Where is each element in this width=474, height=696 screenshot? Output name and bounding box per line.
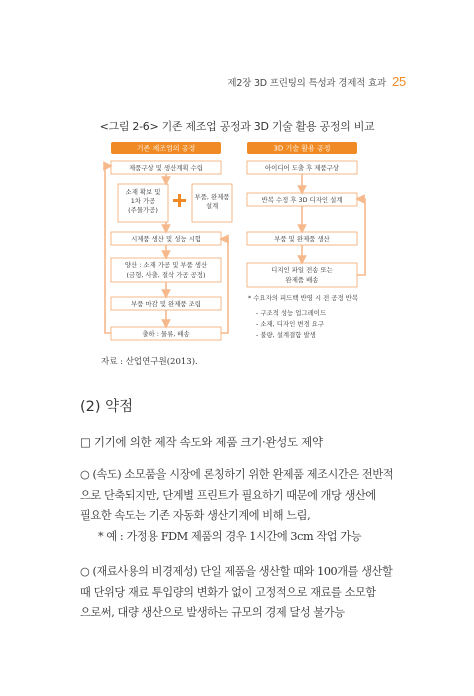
left-step-mass-production-line1: 양산 : 소재 가공 및 부품 생산 xyxy=(124,261,208,269)
feedback-note: * 수요자의 피드백 반영 시 전 공정 반복 xyxy=(248,294,359,302)
left-step-assembly-label: 부품 마감 및 완제품 조립 xyxy=(131,300,201,308)
page-number: 25 xyxy=(391,74,406,89)
paragraph-line: ○ (재료사용의 비경제성) 단일 제품을 생산할 때와 100개를 생산할 xyxy=(80,565,393,578)
running-title: 제2장 3D 프린팅의 특성과 경제적 효과 xyxy=(227,78,386,89)
paragraph-line: 때 단위당 재료 투입량의 변화가 없이 고정적으로 재료를 소모함 xyxy=(80,585,376,599)
left-header-label: 기존 제조업의 공정 xyxy=(136,144,196,153)
paragraph-line: 으로 단축되지만, 단계별 프린트가 필요하기 때문에 개당 생산에 xyxy=(80,488,376,502)
right-flow-arrows xyxy=(302,174,365,275)
right-header-label: 3D 기술 활용 공정 xyxy=(273,144,331,153)
left-step-plan-label: 제품구상 및 생산계획 수립 xyxy=(128,164,204,172)
figure-source: 자료 : 산업연구원(2013). xyxy=(101,357,198,367)
right-step-design-label: 반복 수정 후 3D 디자인 설계 xyxy=(261,196,343,204)
figure-title: <그림 2-6> 기존 제조업 공정과 3D 기술 활용 공정의 비교 xyxy=(99,120,375,133)
paragraph-note: * 예 : 가정용 FDM 제품의 경우 1시간에 3cm 작업 가능 xyxy=(98,529,362,543)
left-step-prototype-label: 시제품 생산 및 성능 시험 xyxy=(131,235,201,243)
right-step-delivery-line2: 완제품 배송 xyxy=(285,276,319,284)
left-step-mass-production-line2: (금형, 사출, 절삭 가공 공정) xyxy=(126,271,206,279)
feedback-item-2: - 소재, 디자인 변경 요구 xyxy=(256,320,325,328)
paragraph-speed xyxy=(80,465,393,547)
paragraph-line: ○ (속도) 소모품을 시장에 론칭하기 위한 완제품 제조시간은 전반적 xyxy=(80,468,394,481)
section-title: (2) 약점 xyxy=(80,399,134,415)
right-step-delivery-line1: 디지인 파일 전송 또는 xyxy=(271,266,333,274)
left-step-material-line1: 소재 확보 및 xyxy=(125,188,161,196)
left-step-shipping-label: 출하 : 물류, 배송 xyxy=(142,330,190,338)
feedback-item-1: - 구조적 성능 업그레이드 xyxy=(256,309,327,317)
left-step-material-line3: (주물가공) xyxy=(128,206,158,214)
feedback-item-3: - 불량, 설계결함 발생 xyxy=(256,331,316,339)
right-step-production-label: 부품 및 완제품 생산 xyxy=(274,235,330,243)
right-step-idea-label: 아이디어 도출 후 제품구상 xyxy=(264,164,340,172)
paragraph-material xyxy=(80,562,392,624)
plus-icon xyxy=(173,194,186,207)
bullet-heading: □ 기기에 의한 제작 속도와 제품 크기·완성도 제약 xyxy=(80,435,323,449)
left-step-design-line1: 부품, 완제품 xyxy=(194,193,230,201)
left-step-material-line2: 1차 가공 xyxy=(130,197,156,205)
paragraph-line: 필요한 속도는 기존 자동화 생산기계에 비해 느림, xyxy=(80,509,311,522)
left-step-design-line2: 설계 xyxy=(205,202,219,210)
paragraph-line: 으로써, 대량 생산으로 발생하는 규모의 경제 달성 불가능 xyxy=(80,606,345,619)
